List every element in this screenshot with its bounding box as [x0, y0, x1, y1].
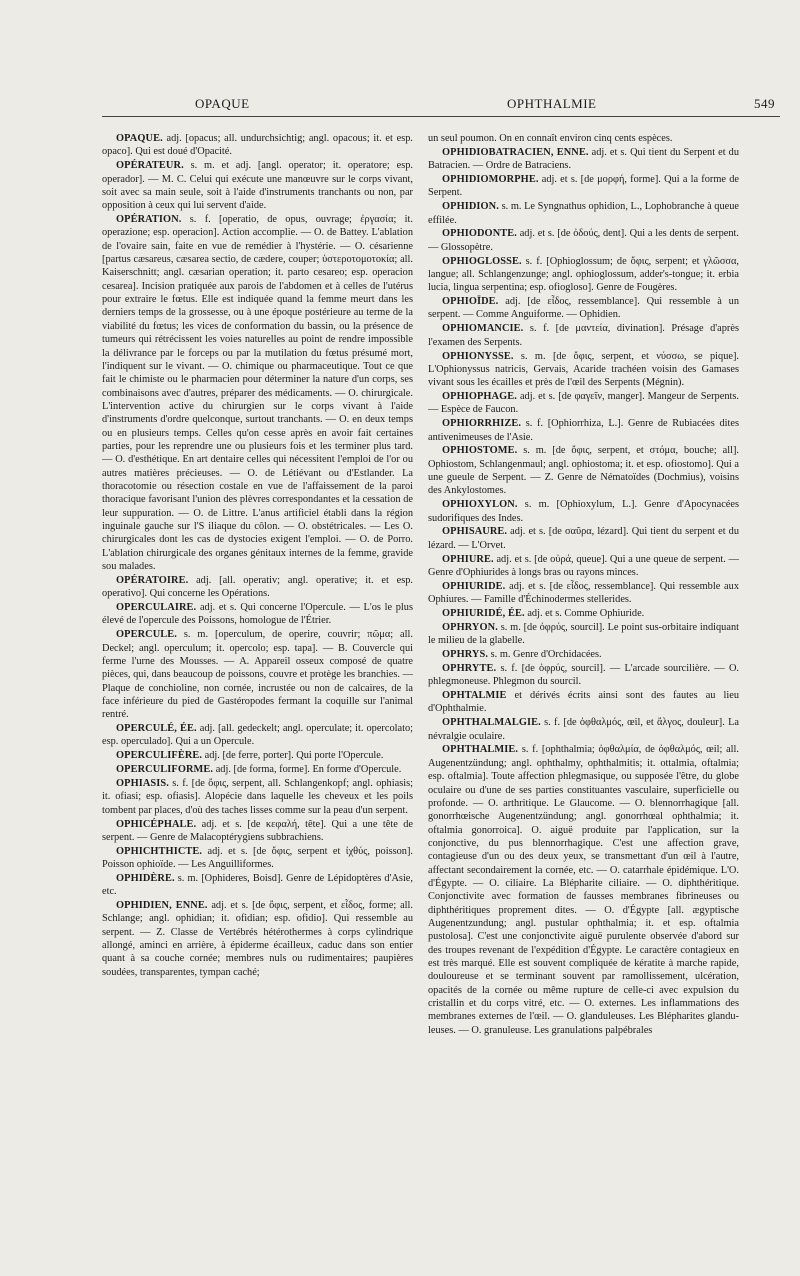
dictionary-entry [102, 777, 413, 817]
entry-headword: OPHICÉPHALE. [116, 818, 197, 830]
entry-headword: OPHIOÏDE. [442, 296, 499, 308]
entry-headword: OPAQUE. [116, 133, 163, 144]
entry-headword: OPHIURIDÉ, ÉE. [442, 608, 525, 620]
entry-headword: OPERCULÉ, ÉE. [116, 723, 197, 735]
dictionary-entry [428, 662, 739, 689]
entry-definition: s. f. [operatio, de opus, ouvrage; ἐργασία; it. operazione; esp. operacion]. Action accomplie. — O. de Battey. L'ablation de l'ovaire sain, faite en vue de remédier à l'hystérie. — O. césarienne [partus cæsareus, cæsarea sectio, de cædere, couper; ὑστεροτομοτοκία; all. Kaiserschnitt; angl. cæsarian operation; it. parto cesareo; esp. operacion cesarea]. Incision pratiquée aux parois de l'abdomen et à celles de l'utérus pour extraire le fœtus. Elle est indiquée quand la femme meurt dans les derniers temps de la grossesse, ou à une époque postérieure au terme de la viabilité du fœtus; les vices de conformation du bassin, ou la présence de tumeurs qui rétrécissent les voies naturelles au point de rendre impossible la délivrance par le forceps ou par la mutilation du fœtus présumé mort, l'indiquent sur le vivant. — O. chimique ou pharmaceutique. Tout ce que fait le chimiste ou le pharmacien pour déterminer la nature d'un corps, ses combinaisons avec d'autres, préparer des médicaments. — O. chirurgicale. L'intervention active du chirurgien sur le corps vivant à l'aide d'instruments d'ordre quelconque, surtout tranchants. — O. en deux temps ou en plusieurs temps. Celles qu'on cesse après en avoir fait certaines parties, pour les reprendre une ou plusieurs fois et les terminer plus tard. — O. d'esthétique. En art dentaire celles qui nécessitent l'emploi de l'or ou autres matières précieuses. — O. de Létiévant ou d'Estlander. La thoracotomie ou résection costale en vue de l'affaissement de la paroi thoracique favorisant l'union des plèvres correspondantes et la cessation de leur suppuration. — O. de Littre. L'anus artificiel établi dans la région inguinale gauche sur l'S iliaque du côlon. — O. obstétricales. — Les O. chirurgicales dont les cas de dystocies exigent l'emploi. — O. de Porro. L'ablation chirurgicale des organes génitaux internes de la femme, gravide sou malades. [102, 214, 413, 572]
entry-definition: adj. et s. [de μορφή, forme]. Qui a la forme de Serpent. [428, 174, 739, 199]
entry-headword: OPERCULAIRE. [116, 602, 197, 614]
dictionary-entry [428, 200, 739, 227]
entry-definition: adj. et s. [de εἶδος, ressemblance]. Qui ressemble aux Ophiures. — Famille d'Échinodermes stellerides. [428, 580, 739, 606]
entry-definition: adj. et s. Qui tient du Serpent et du Batracien. — Ordre de Batraciens. [428, 146, 739, 172]
dictionary-entry [428, 390, 739, 417]
entry-definition: adj. et s. [de ὀδούς, dent]. Qui a les dents de serpent. — Glossopètre. [428, 228, 739, 253]
running-header [0, 96, 800, 116]
entry-definition: s. f. [de ὄφις, serpent, all. Schlangenkopf; angl. ophiasis; it. ofiasi; esp. ofiasis]. Alopécie dans laquelle les cheveux et les poils tombent par places, d'où des taches lisses comme sur la peau d'un serpent. [102, 778, 413, 816]
entry-definition: s. m. [de ὀφρύς, sourcil]. Le point sus-orbitaire indiquant le milieu de la glabelle. [428, 621, 739, 647]
dictionary-entry [102, 722, 413, 749]
entry-headword: OPHIDIOBATRACIEN, ENNE. [442, 146, 589, 158]
entry-definition: s. m. [Ophideres, Boisd]. Genre de Lépidoptères d'Asie, etc. [102, 872, 413, 898]
dictionary-entry [102, 872, 413, 899]
dictionary-entry [428, 553, 739, 580]
entry-definition: adj. [all. gedeckelt; angl. operculate; it. opercolato; esp. operculado]. Qui a un Opercule. [102, 723, 413, 748]
dictionary-entry [102, 132, 413, 159]
dictionary-entry [428, 255, 739, 295]
entry-headword: OPHRYON. [442, 621, 498, 633]
entry-definition: adj. et s. Comme Ophiuride. [527, 608, 645, 620]
dictionary-entry [102, 628, 413, 721]
dictionary-entry [428, 295, 739, 322]
dictionary-entry [102, 845, 413, 872]
entry-headword: OPHIONYSSE. [442, 350, 514, 362]
entry-headword: OPERCULE. [116, 629, 177, 641]
entry-headword: OPHIURE. [442, 553, 494, 565]
entry-headword: OPHIORRHIZE. [442, 418, 522, 430]
dictionary-entry [102, 899, 413, 979]
entry-definition: s. m. [de ὄφις, serpent, et στόμα, bouche; all]. Ophiostom, Schlangenmaul; angl. ophiostoma; it. et esp. ofiostomo]. Qui a une gueule de Serpent. — Z. Genre de Nématoïdes (Dochmius), voisins des Ankylostomes. [428, 445, 739, 497]
left-column [102, 132, 413, 1272]
dictionary-entry [428, 322, 739, 349]
entry-definition: adj. et s. [de σαῦρα, lézard]. Qui tient du serpent et du lézard. — L'Orvet. [428, 526, 739, 551]
dictionary-entry [428, 689, 739, 716]
entry-definition: s. f. [de μαντεία, divination]. Présage d'après l'examen des Serpents. [428, 323, 739, 348]
entry-headword: OPHIDION. [442, 201, 499, 213]
entry-definition: s. f. [Ophiorrhiza, L.]. Genre de Rubiacées dites antivenimeuses de l'Asie. [428, 418, 739, 443]
entry-headword: OPHTHALMALGIE. [442, 717, 541, 729]
dictionary-entry [102, 763, 413, 776]
entry-headword: OPHIDIOMORPHE. [442, 174, 539, 186]
header-rule [102, 116, 780, 117]
entry-definition: adj. [de forma, forme]. En forme d'Opercule. [215, 764, 402, 776]
entry-definition: un seul poumon. On en connaît environ cinq cents espèces. [428, 133, 673, 144]
dictionary-entry [102, 574, 413, 601]
entry-headword: OPHIDÈRE. [116, 872, 175, 884]
entry-headword: OPHIOSTOME. [442, 445, 518, 457]
entry-definition: adj. [de ferre, porter]. Qui porte l'Opercule. [204, 750, 384, 762]
entry-definition: s. m. Le Syngnathus ophidion, L., Lophobranche à queue effilée. [428, 201, 739, 226]
entry-headword: OPERCULIFORME. [116, 764, 214, 776]
dictionary-entry [428, 648, 739, 661]
header-left-word: OPAQUE [195, 96, 250, 111]
entry-headword: OPHICHTHICTE. [116, 845, 203, 857]
entry-headword: OPHRYS. [442, 649, 489, 661]
entry-headword: OPHIDIEN, ENNE. [116, 900, 208, 912]
entry-definition: adj. et s. Qui concerne l'Opercule. — L'os le plus élevé de l'opercule des Poissons, homologue de l'Étrier. [102, 602, 413, 627]
entry-headword: OPÉRATEUR. [116, 160, 184, 172]
entry-definition: s. f. [ophthalmia; ὀφθαλμία, de ὀφθαλμός, œil; all. Augenentzündung; angl. ophthalmy, ophthalmitis; it. ottalmia, oftalmia; esp. oftalmia]. Toute affection phlegmasique, ou supposée l'être, du globe oculaire ou d'une de ses parties constituantes vasculaire, superficielle ou profonde. — O. arthritique. Le Glaucome. — O. blennorrhagique [all. gonorrhœische Augenentzündung; angl. gonorrhœal ophthalmia; it. oftalmia gonorroica]. O. aiguë produite par l'application, sur la conjonctive, du pus blennorrhagique. C'est une affection grave, contagieuse d'un ou des deux yeux, se transmettant d'un œil à l'autre, affectant secondairement la cornée, etc. — O. catarrhale épidémique. L'O. d'Égypte. — O. ciliaire. La Blépharite ciliaire. — O. diphthéritique. Conjonctivite avec formation de fausses membranes fibrineuses ou diphthéritiques proprement dites. — O. d'Égypte [all. ægyptische Augenentzundung; angl. pustular ophthalmia; it. et esp. oftalmia pustolosa]. C'est une conjonctivite aiguë purulente observée d'abord sur des troupes revenant de l'expédition d'Égypte. Le caractère contagieux en est très marqué. Elle est souvent compliquée de kératite à marche rapide, douloureuse et se terminant souvent par ramollissement, ulcération, opacités de la cornée ou même rupture de celle-ci avec expulsion du cristallin et du corps vitré, etc. — O. externes. Les inflammations des membranes externes de l'œil. — O. glanduleuses. Les Blépharites glandu-leuses. — O. granuleuse. Les granulations palpébrales [428, 744, 739, 1036]
entry-definition: s. m. [de ὄφις, serpent, et νύσσω, se pique]. L'Ophionyssus natricis, Gervais, Acaride trachéen voisin des Gamases vivant sous les écailles et près de l'œil des Serpents (Mégnin). [428, 350, 739, 389]
entry-headword: OPHIASIS. [116, 778, 169, 789]
dictionary-entry [428, 173, 739, 200]
header-right-word: OPHTHALMIE [507, 96, 597, 111]
dictionary-entry [428, 525, 739, 552]
entry-definition: adj. [all. operativ; angl. operative; it. et esp. operativo]. Qui concerne les Opérations. [102, 574, 413, 600]
entry-definition: s. m. et adj. [angl. operator; it. operatore; esp. operador]. — M. C. Celui qui exécute une manœuvre sur le corps vivant, soit avec sa main seule, soit à l'aide d'instruments tranchants ou non, par opposition à ceux qui lui servent d'aide. [102, 160, 413, 212]
dictionary-entry [428, 498, 739, 525]
dictionary-entry [102, 601, 413, 628]
entry-headword: OPHIOPHAGE. [442, 391, 517, 403]
dictionary-entry [102, 749, 413, 762]
entry-definition: adj. et s. [de οὐρά, queue]. Qui a une queue de serpent. — Genre d'Ophiurides à longs bras ou rayons minces. [428, 553, 739, 578]
dictionary-entry [428, 444, 739, 497]
entry-headword: OPHIOMANCIE. [442, 323, 524, 335]
entry-headword: OPÉRATION. [116, 214, 182, 226]
entry-definition: adj. et s. [de ὄφις, serpent, et εἶδος, forme; all. Schlange; angl. ophidian; it. ofidian; esp. ofidio]. Qui ressemble au serpent. — Z. Classe de Vertébrés hétérothermes à corps cylindrique allongé, aminci en arrière, à épiderme écailleux, caduc dans son entier quant à sa couche cornée; membres nuls ou rudimentaires; paupières soudées, transparentes, tympan caché; [102, 900, 413, 978]
dictionary-entry [428, 417, 739, 444]
page-number: 549 [754, 96, 775, 111]
entry-definition: et dérivés écrits ainsi sont des fautes au lieu d'Ophthalmie. [428, 690, 739, 715]
dictionary-entry [102, 213, 413, 573]
entry-definition: adj. et s. [de κεφαλή, tête]. Qui a une tête de serpent. — Genre de Malacoptérygiens subbrachiens. [102, 818, 413, 843]
entry-headword: OPHTHALMIE. [442, 744, 519, 756]
entry-headword: OPHTALMIE [442, 690, 507, 702]
dictionary-entry [428, 716, 739, 743]
dictionary-entry [428, 146, 739, 173]
entry-headword: OPHIOGLOSSE. [442, 255, 522, 267]
dictionary-entry [428, 621, 739, 648]
entry-headword: OPHRYTE. [442, 662, 497, 674]
entry-headword: OPHIURIDE. [442, 580, 506, 592]
entry-definition: adj. [opacus; all. undurchsichtig; angl. opacous; it. et esp. opaco]. Qui est doué d'Opacité. [102, 133, 413, 158]
entry-headword: OPHISAURE. [442, 526, 508, 538]
dictionary-entry [428, 607, 739, 620]
entry-definition: s. f. [de ὀφρύς, sourcil]. — L'arcade sourcilière. — O. phlegmoneuse. Phlegmon du sourcil. [428, 662, 739, 688]
entry-headword: OPERCULIFÈRE. [116, 750, 203, 762]
entry-definition: adj. [de εἶδος, ressemblance]. Qui ressemble à un serpent. — Comme Anguiforme. — Ophidien. [428, 296, 739, 321]
dictionary-entry [102, 818, 413, 845]
dictionary-entry [428, 132, 739, 145]
entry-definition: s. m. Genre d'Orchidacées. [490, 649, 602, 661]
entry-definition: s. m. [operculum, de operire, couvrir; πῶμα; all. Deckel; angl. operculum; it. opercolo; esp. tapa]. — B. Couvercle qui ferme l'urne des Mousses. — A. Appareil osseux composé de quatre pièces, qui, dans beaucoup de poissons, couvre et protège les branchies. — Plaque de conchioline, non cornée, incrustée ou non de calcaires, de la face inférieure du pied de Gastéropodes fermant la coquille sur l'animal rentré. [102, 629, 413, 721]
entry-headword: OPÉRATOIRE. [116, 574, 189, 586]
dictionary-entry [428, 227, 739, 254]
entry-definition: s. f. [Ophioglossum; de ὄφις, serpent; et γλῶσσα, langue; all. Schlangenzunge; angl. ophioglossum, adder's-tongue; it. erbia lucia, lingua serpentina; esp. ofiogloso]. Genre de Fougères. [428, 255, 739, 294]
entry-definition: s. m. [Ophioxylum, L.]. Genre d'Apocynacées sudorifiques des Indes. [428, 499, 739, 524]
right-column [428, 132, 739, 1272]
dictionary-entry [428, 743, 739, 1037]
entry-definition: adj. et s. [de φαγεῖν, manger]. Mangeur de Serpents. — Espèce de Faucon. [428, 391, 739, 416]
entry-headword: OPHIOXYLON. [442, 499, 518, 511]
dictionary-entry [428, 350, 739, 390]
dictionary-entry [428, 580, 739, 607]
entry-definition: s. f. [de ὀφθαλμός, œil, et ἄλγος, douleur]. La névralgie oculaire. [428, 717, 739, 742]
entry-definition: adj. et s. [de ὄφις, serpent et ἰχθύς, poisson]. Poisson ophioïde. — Les Anguilliformes. [102, 845, 413, 871]
entry-headword: OPHIODONTE. [442, 228, 517, 240]
dictionary-entry [102, 159, 413, 212]
